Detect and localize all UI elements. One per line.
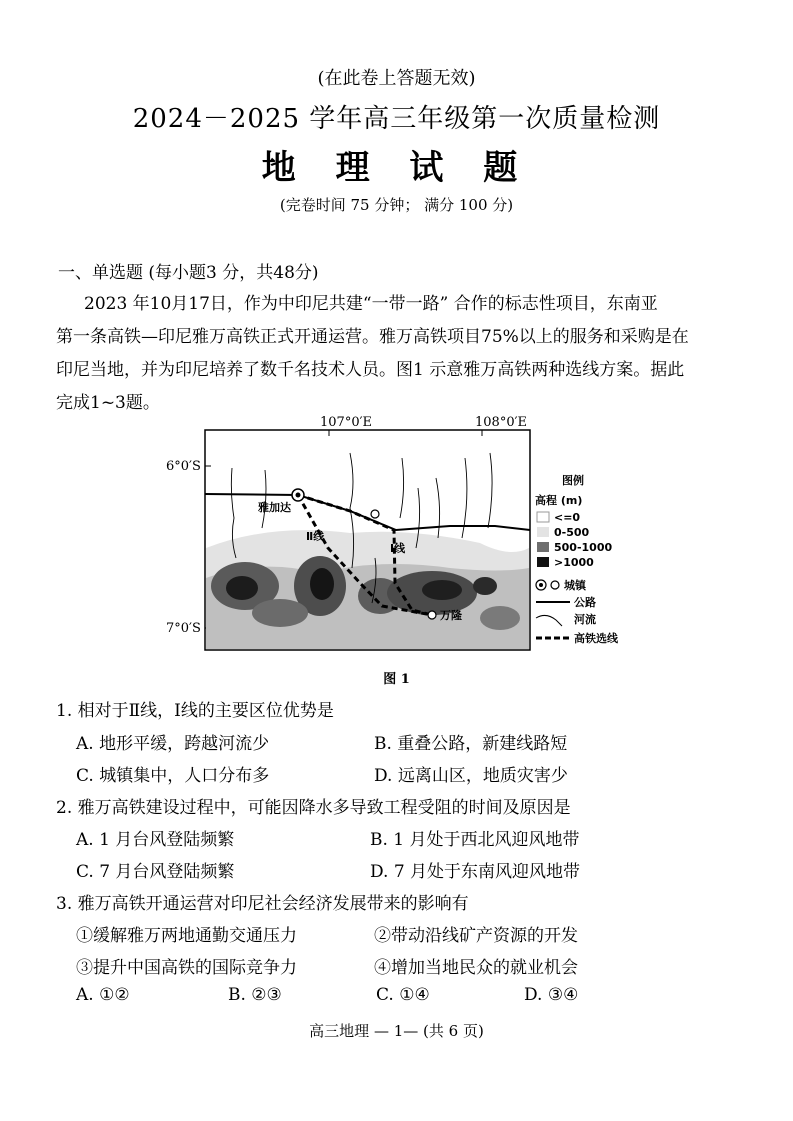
subject-title: 地 理 试 题 <box>261 148 532 188</box>
lon-label-107: 107°0′E <box>320 415 373 430</box>
q2-option-d: D. 7 月处于东南风迎风地带 <box>370 862 581 882</box>
figure-caption: 图 1 <box>383 672 410 687</box>
exam-title: 2024－2025 学年高三年级第一次质量检测 <box>132 104 661 134</box>
passage-line-4: 完成1~3题。 <box>56 393 160 413</box>
passage-line-1: 2023 年10月17日，作为中印尼共建“一带一路” 合作的标志性项目，东南亚 <box>84 294 658 314</box>
q3-item-1: ①缓解雅万两地通勤交通压力 <box>76 926 297 946</box>
q1-option-b: B. 重叠公路，新建线路短 <box>374 734 568 754</box>
lon-label-108: 108°0′E <box>475 415 528 430</box>
page-footer: 高三地理 — 1— (共 6 页) <box>309 1022 484 1040</box>
legend-elev-1: 0-500 <box>554 526 590 539</box>
legend-elevation-title: 高程 (m) <box>535 494 583 507</box>
legend-elev-0: <=0 <box>554 511 581 524</box>
lat-label-6s: 6°0′S <box>166 459 201 474</box>
legend-river: 河流 <box>574 613 596 626</box>
passage-line-3: 印尼当地，并为印尼培养了数千名技术人员。图1 示意雅万高铁两种选线方案。据此 <box>56 360 685 380</box>
q3-option-c: C. ①④ <box>376 985 430 1005</box>
legend-town: 城镇 <box>564 579 586 592</box>
map-legend <box>535 473 619 645</box>
town-midway <box>371 510 379 518</box>
label-line-1: Ⅰ线 <box>390 542 406 555</box>
label-line-2: Ⅱ线 <box>306 530 325 543</box>
label-jakarta: 雅加达 <box>258 501 291 514</box>
exam-note: (在此卷上答题无效) <box>317 68 476 89</box>
q2-option-c: C. 7 月台风登陆频繁 <box>76 862 235 882</box>
town-bandung <box>428 611 436 619</box>
lat-label-7s: 7°0′S <box>166 621 201 636</box>
q3-option-a: A. ①② <box>76 985 130 1005</box>
legend-elev-2: 500-1000 <box>554 541 613 554</box>
question-1-stem: 1. 相对于Ⅱ线，Ⅰ线的主要区位优势是 <box>56 701 334 721</box>
legend-rail: 高铁选线 <box>574 632 618 645</box>
q2-option-b: B. 1 月处于西北风迎风地带 <box>370 830 580 850</box>
legend-road: 公路 <box>574 596 596 609</box>
q3-option-d: D. ③④ <box>524 985 579 1005</box>
rail-route-map <box>150 408 640 663</box>
q1-option-d: D. 远离山区，地质灾害少 <box>374 766 568 786</box>
legend-title: 图例 <box>562 474 584 487</box>
label-bandung: 万隆 <box>440 609 462 622</box>
question-2-stem: 2. 雅万高铁建设过程中，可能因降水多导致工程受阻的时间及原因是 <box>56 798 571 818</box>
q3-item-3: ③提升中国高铁的国际竞争力 <box>76 958 297 978</box>
town-jakarta <box>292 489 304 501</box>
terrain-layer <box>206 530 529 649</box>
q3-item-4: ④增加当地民众的就业机会 <box>374 958 578 978</box>
legend-elev-3: >1000 <box>554 556 594 569</box>
q1-option-a: A. 地形平缓，跨越河流少 <box>76 734 270 754</box>
q3-option-b: B. ②③ <box>228 985 282 1005</box>
question-3-stem: 3. 雅万高铁开通运营对印尼社会经济发展带来的影响有 <box>56 894 469 914</box>
q2-option-a: A. 1 月台风登陆频繁 <box>76 830 235 850</box>
q3-item-2: ②带动沿线矿产资源的开发 <box>374 926 578 946</box>
exam-time-info: (完卷时间 75 分钟； 满分 100 分) <box>279 196 514 214</box>
passage-line-2: 第一条高铁—印尼雅万高铁正式开通运营。雅万高铁项目75%以上的服务和采购是在 <box>56 327 689 347</box>
section-heading: 一、单选题 (每小题3 分，共48分) <box>58 263 319 283</box>
q1-option-c: C. 城镇集中，人口分布多 <box>76 766 270 786</box>
